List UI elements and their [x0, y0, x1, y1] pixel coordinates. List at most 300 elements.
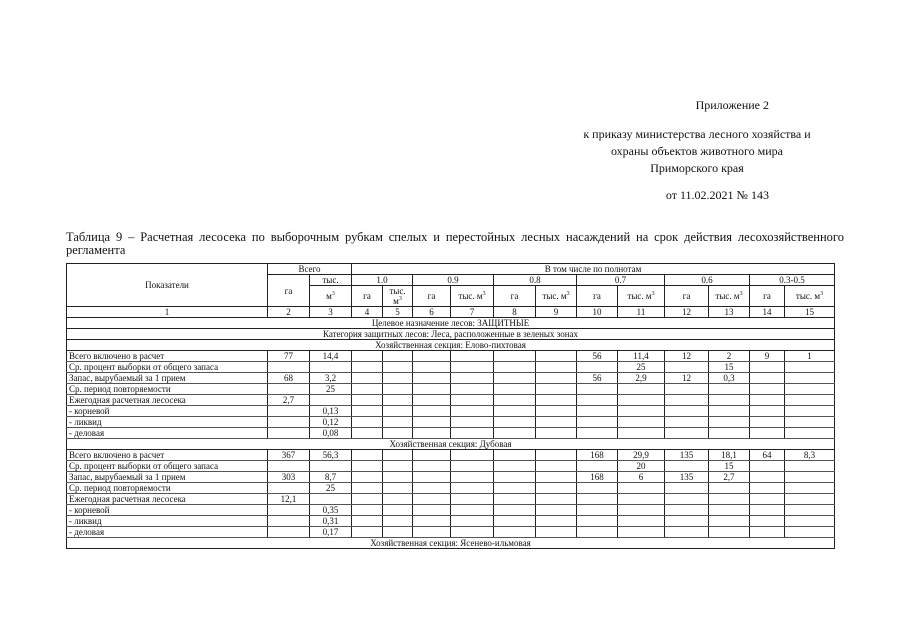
- category-row: Категория защитных лесов: Леса, расположенные в зеленых зонах: [67, 329, 835, 340]
- table-body: [67, 264, 835, 549]
- column-number-cell: 13: [709, 307, 750, 318]
- table-cell: [494, 351, 536, 362]
- table-cell: [451, 417, 494, 428]
- table-cell: [665, 505, 709, 516]
- column-number-cell: 14: [750, 307, 785, 318]
- table-row: [67, 516, 835, 527]
- table-cell: [536, 527, 577, 538]
- table-cell: [268, 428, 310, 439]
- table-cell: 11,4: [618, 351, 665, 362]
- table-cell: [709, 505, 750, 516]
- table-cell: [494, 494, 536, 505]
- table-cell: 0,31: [310, 516, 352, 527]
- table-cell: [268, 406, 310, 417]
- table-cell: 2,7: [709, 472, 750, 483]
- table-cell: [536, 461, 577, 472]
- table-cell: [268, 384, 310, 395]
- table-cell: [352, 527, 383, 538]
- row-label: - деловая: [67, 428, 268, 439]
- column-number-cell: 4: [352, 307, 383, 318]
- row-label: Всего включено в расчет: [67, 450, 268, 461]
- table-cell: 135: [665, 450, 709, 461]
- row-label: - корневой: [67, 505, 268, 516]
- table-cell: [413, 505, 451, 516]
- column-numbers-row: [67, 307, 835, 318]
- column-number-cell: 11: [618, 307, 665, 318]
- table-cell: [413, 362, 451, 373]
- table-cell: [383, 516, 413, 527]
- row-label: - ликвид: [67, 516, 268, 527]
- table-cell: 20: [618, 461, 665, 472]
- table-row: [67, 351, 835, 362]
- table-cell: [536, 494, 577, 505]
- table-cell: [750, 505, 785, 516]
- table-cell: [750, 428, 785, 439]
- row-label: - корневой: [67, 406, 268, 417]
- table-cell: [709, 428, 750, 439]
- header-ga: га: [413, 286, 451, 307]
- table-cell: 25: [618, 362, 665, 373]
- table-cell: [665, 406, 709, 417]
- table-cell: [577, 461, 618, 472]
- table-cell: [413, 406, 451, 417]
- table-cell: [618, 395, 665, 406]
- table-cell: [451, 494, 494, 505]
- table-cell: [352, 373, 383, 384]
- table-cell: [536, 417, 577, 428]
- table-row: [67, 373, 835, 384]
- table-cell: [310, 362, 352, 373]
- table-row: [67, 362, 835, 373]
- table-cell: 3,2: [310, 373, 352, 384]
- table-cell: [536, 428, 577, 439]
- table-cell: [536, 406, 577, 417]
- table-cell: [536, 483, 577, 494]
- header-tys-m3: тыс. $м^3$: [785, 286, 835, 307]
- table-cell: [352, 362, 383, 373]
- header-tys-m3: тыс. $м^3$: [383, 286, 413, 307]
- column-number-cell: 5: [383, 307, 413, 318]
- table-cell: [413, 384, 451, 395]
- table-cell: [413, 351, 451, 362]
- table-cell: [494, 384, 536, 395]
- table-cell: [268, 362, 310, 373]
- table-cell: [785, 428, 835, 439]
- table-cell: [494, 362, 536, 373]
- table-cell: 56,3: [310, 450, 352, 461]
- table-cell: [451, 516, 494, 527]
- table-cell: [750, 516, 785, 527]
- table-cell: 2,9: [618, 373, 665, 384]
- table-cell: [577, 527, 618, 538]
- table-cell: [785, 461, 835, 472]
- table-cell: [665, 395, 709, 406]
- table-cell: [709, 494, 750, 505]
- table-cell: [413, 417, 451, 428]
- table-cell: [451, 351, 494, 362]
- table-cell: [451, 505, 494, 516]
- table-cell: [709, 483, 750, 494]
- table-cell: [750, 417, 785, 428]
- table-cell: [709, 395, 750, 406]
- header-tys-m3: тыс. $м^3$: [618, 286, 665, 307]
- header-density: 0.8: [494, 275, 577, 286]
- table-cell: [451, 461, 494, 472]
- table-cell: [750, 472, 785, 483]
- table-cell: [618, 505, 665, 516]
- table-cell: [413, 373, 451, 384]
- table-cell: [665, 362, 709, 373]
- table-cell: [618, 483, 665, 494]
- table-cell: [310, 461, 352, 472]
- column-number-cell: 1: [67, 307, 268, 318]
- table-cell: [785, 395, 835, 406]
- table-cell: 0,08: [310, 428, 352, 439]
- column-number-cell: 8: [494, 307, 536, 318]
- table-cell: 135: [665, 472, 709, 483]
- table-cell: [785, 516, 835, 527]
- table-cell: 8,3: [785, 450, 835, 461]
- table-cell: 0,12: [310, 417, 352, 428]
- appendix-line: Приморского края: [650, 161, 744, 175]
- table-cell: 15: [709, 362, 750, 373]
- table-cell: 168: [577, 450, 618, 461]
- table-cell: [536, 450, 577, 461]
- table-cell: [494, 516, 536, 527]
- row-label: - деловая: [67, 527, 268, 538]
- appendix-order: [557, 126, 837, 177]
- table-cell: 0,13: [310, 406, 352, 417]
- table-cell: 25: [310, 483, 352, 494]
- header-tys: тыс.: [310, 275, 352, 286]
- table-cell: [536, 384, 577, 395]
- table-cell: [750, 483, 785, 494]
- table-cell: [383, 362, 413, 373]
- table-cell: [785, 373, 835, 384]
- table-cell: [451, 450, 494, 461]
- table-cell: 303: [268, 472, 310, 483]
- header-total: Всего: [268, 264, 352, 275]
- table-cell: [785, 505, 835, 516]
- table-cell: [268, 505, 310, 516]
- header-ga: га: [577, 286, 618, 307]
- header-indicators: Показатели: [67, 264, 268, 307]
- column-number-cell: 7: [451, 307, 494, 318]
- table-cell: [536, 505, 577, 516]
- table-cell: [383, 351, 413, 362]
- header-ga: га: [494, 286, 536, 307]
- table-cell: 14,4: [310, 351, 352, 362]
- table-cell: [451, 472, 494, 483]
- table-cell: [352, 494, 383, 505]
- table-cell: [750, 395, 785, 406]
- table-cell: [577, 505, 618, 516]
- table-cell: [536, 395, 577, 406]
- table-cell: [310, 395, 352, 406]
- row-label: Всего включено в расчет: [67, 351, 268, 362]
- table-cell: [310, 494, 352, 505]
- table-cell: [413, 527, 451, 538]
- header-ga: га: [268, 275, 310, 307]
- table-cell: [577, 395, 618, 406]
- table-cell: [665, 461, 709, 472]
- table-cell: 56: [577, 351, 618, 362]
- purpose-row: Целевое назначение лесов: ЗАЩИТНЫЕ: [67, 318, 835, 329]
- table-cell: [709, 406, 750, 417]
- table-cell: 0,35: [310, 505, 352, 516]
- table-cell: [383, 461, 413, 472]
- column-number-cell: 12: [665, 307, 709, 318]
- row-label: Ср. процент выборки от общего запаса: [67, 362, 268, 373]
- table-cell: 2,7: [268, 395, 310, 406]
- table-cell: [413, 428, 451, 439]
- table-cell: [352, 472, 383, 483]
- row-label: Запас, вырубаемый за 1 прием: [67, 472, 268, 483]
- table-cell: [413, 450, 451, 461]
- table-cell: [451, 384, 494, 395]
- table-caption: Таблица 9 – Расчетная лесосека по выборочным рубкам спелых и перестойных лесных насаждений на срок действия лесохозяйственного регламента: [66, 230, 844, 257]
- table-cell: [750, 384, 785, 395]
- header-tys-m3: тыс. $м^3$: [451, 286, 494, 307]
- table-cell: [352, 406, 383, 417]
- column-number-cell: 2: [268, 307, 310, 318]
- table-cell: [383, 505, 413, 516]
- table-cell: 2: [709, 351, 750, 362]
- table-cell: [618, 494, 665, 505]
- header-density: 0.9: [413, 275, 494, 286]
- table-cell: [268, 417, 310, 428]
- table-cell: [352, 384, 383, 395]
- table-cell: [451, 527, 494, 538]
- row-label: Ср. период повторяемости: [67, 483, 268, 494]
- table-cell: [494, 373, 536, 384]
- table-cell: [268, 516, 310, 527]
- table-cell: 64: [750, 450, 785, 461]
- table-cell: 18,1: [709, 450, 750, 461]
- header-ga: га: [665, 286, 709, 307]
- row-label: - ликвид: [67, 417, 268, 428]
- table-cell: [413, 516, 451, 527]
- table-cell: [352, 516, 383, 527]
- table-row: [67, 450, 835, 461]
- table-cell: [750, 527, 785, 538]
- table-row: [67, 494, 835, 505]
- table-cell: [451, 362, 494, 373]
- header-m3: $м^3$: [310, 286, 352, 307]
- table-cell: [577, 417, 618, 428]
- table-cell: [383, 472, 413, 483]
- forest-cutting-table: [66, 263, 835, 549]
- table-cell: [785, 472, 835, 483]
- table-cell: [665, 417, 709, 428]
- table-row: [67, 527, 835, 538]
- table-cell: [494, 527, 536, 538]
- table-cell: [383, 406, 413, 417]
- table-cell: [413, 472, 451, 483]
- table-cell: [618, 428, 665, 439]
- appendix-line: охраны объектов животного мира: [610, 144, 784, 158]
- header-density: 1.0: [352, 275, 413, 286]
- table-cell: [618, 516, 665, 527]
- table-cell: [750, 362, 785, 373]
- table-cell: 15: [709, 461, 750, 472]
- table-cell: [383, 395, 413, 406]
- table-cell: [352, 461, 383, 472]
- table-cell: [352, 483, 383, 494]
- table-cell: [383, 373, 413, 384]
- table-cell: [536, 373, 577, 384]
- table-cell: [352, 395, 383, 406]
- table-cell: [451, 483, 494, 494]
- section-heading: Хозяйственная секция: Елово-пихтовая: [67, 340, 835, 351]
- table-cell: [268, 483, 310, 494]
- table-cell: [451, 406, 494, 417]
- table-cell: [665, 384, 709, 395]
- table-cell: [383, 527, 413, 538]
- table-cell: [413, 461, 451, 472]
- table-cell: 77: [268, 351, 310, 362]
- table-cell: [383, 417, 413, 428]
- table-cell: [785, 417, 835, 428]
- table-cell: [577, 494, 618, 505]
- table-cell: [785, 483, 835, 494]
- table-row: [67, 395, 835, 406]
- table-cell: 56: [577, 373, 618, 384]
- table-cell: [750, 461, 785, 472]
- table-cell: 1: [785, 351, 835, 362]
- row-label: Ежегодная расчетная лесосека: [67, 395, 268, 406]
- table-cell: [268, 527, 310, 538]
- table-cell: [618, 417, 665, 428]
- appendix-line: к приказу министерства лесного хозяйства и: [583, 127, 811, 141]
- table-cell: 9: [750, 351, 785, 362]
- row-label: Ежегодная расчетная лесосека: [67, 494, 268, 505]
- table-cell: [785, 527, 835, 538]
- table-cell: [665, 428, 709, 439]
- table-cell: 0,3: [709, 373, 750, 384]
- table-cell: [709, 527, 750, 538]
- table-cell: [451, 395, 494, 406]
- table-cell: [352, 417, 383, 428]
- table-cell: [536, 516, 577, 527]
- table-cell: 12: [665, 373, 709, 384]
- table-cell: [577, 483, 618, 494]
- table-cell: [352, 351, 383, 362]
- header-tys-m3: тыс. $м^3$: [536, 286, 577, 307]
- table-cell: [618, 406, 665, 417]
- table-cell: [494, 428, 536, 439]
- table-cell: 0,17: [310, 527, 352, 538]
- table-row: [67, 461, 835, 472]
- table-cell: [352, 450, 383, 461]
- table-cell: [785, 406, 835, 417]
- table-cell: [494, 483, 536, 494]
- table-cell: [383, 483, 413, 494]
- appendix-title: Приложение 2: [695, 98, 769, 112]
- table-cell: [618, 384, 665, 395]
- table-cell: [413, 395, 451, 406]
- table-cell: [577, 362, 618, 373]
- table-cell: [451, 373, 494, 384]
- table-cell: 168: [577, 472, 618, 483]
- table-cell: 68: [268, 373, 310, 384]
- header-density: 0.3-0.5: [750, 275, 835, 286]
- table-cell: [494, 461, 536, 472]
- column-number-cell: 9: [536, 307, 577, 318]
- row-label: Ср. период повторяемости: [67, 384, 268, 395]
- table-cell: 25: [310, 384, 352, 395]
- table-cell: [665, 494, 709, 505]
- table-cell: 29,9: [618, 450, 665, 461]
- table-cell: [536, 351, 577, 362]
- table-cell: [352, 505, 383, 516]
- table-cell: [536, 362, 577, 373]
- table-cell: [750, 494, 785, 505]
- table-cell: [383, 384, 413, 395]
- table-cell: [413, 494, 451, 505]
- table-cell: [494, 472, 536, 483]
- table-cell: [413, 483, 451, 494]
- table-cell: [750, 406, 785, 417]
- header-density: 0.6: [665, 275, 750, 286]
- table-cell: [785, 384, 835, 395]
- section-heading: Хозяйственная секция: Ясенево-ильмовая: [67, 538, 835, 549]
- table-cell: [709, 384, 750, 395]
- table-cell: [709, 516, 750, 527]
- table-cell: [665, 516, 709, 527]
- table-row: [67, 384, 835, 395]
- table-cell: [750, 373, 785, 384]
- column-number-cell: 15: [785, 307, 835, 318]
- table-cell: [785, 362, 835, 373]
- table-cell: [665, 527, 709, 538]
- table-cell: [785, 494, 835, 505]
- header-density: 0.7: [577, 275, 665, 286]
- section-heading: Хозяйственная секция: Дубовая: [67, 439, 835, 450]
- table-cell: [383, 494, 413, 505]
- table-row: [67, 428, 835, 439]
- row-label: Запас, вырубаемый за 1 прием: [67, 373, 268, 384]
- table-row: [67, 505, 835, 516]
- table-cell: [451, 428, 494, 439]
- table-cell: [577, 516, 618, 527]
- column-number-cell: 3: [310, 307, 352, 318]
- table-cell: [268, 461, 310, 472]
- table-cell: [577, 384, 618, 395]
- table-row: [67, 483, 835, 494]
- table-cell: 367: [268, 450, 310, 461]
- table-cell: [618, 527, 665, 538]
- table-cell: 12: [665, 351, 709, 362]
- appendix-date: от 11.02.2021 № 143: [665, 188, 769, 202]
- table-cell: [494, 406, 536, 417]
- row-label: Ср. процент выборки от общего запаса: [67, 461, 268, 472]
- table-cell: [494, 395, 536, 406]
- header-tys-m3: тыс. $м^3$: [709, 286, 750, 307]
- column-number-cell: 10: [577, 307, 618, 318]
- table-cell: [536, 472, 577, 483]
- table-cell: 6: [618, 472, 665, 483]
- table-cell: [494, 450, 536, 461]
- table-cell: [577, 428, 618, 439]
- table-cell: [709, 417, 750, 428]
- header-incl-densities: В том числе по полнотам: [352, 264, 835, 275]
- table-cell: [494, 417, 536, 428]
- table-cell: [383, 428, 413, 439]
- table-cell: [383, 450, 413, 461]
- column-number-cell: 6: [413, 307, 451, 318]
- table-cell: [665, 483, 709, 494]
